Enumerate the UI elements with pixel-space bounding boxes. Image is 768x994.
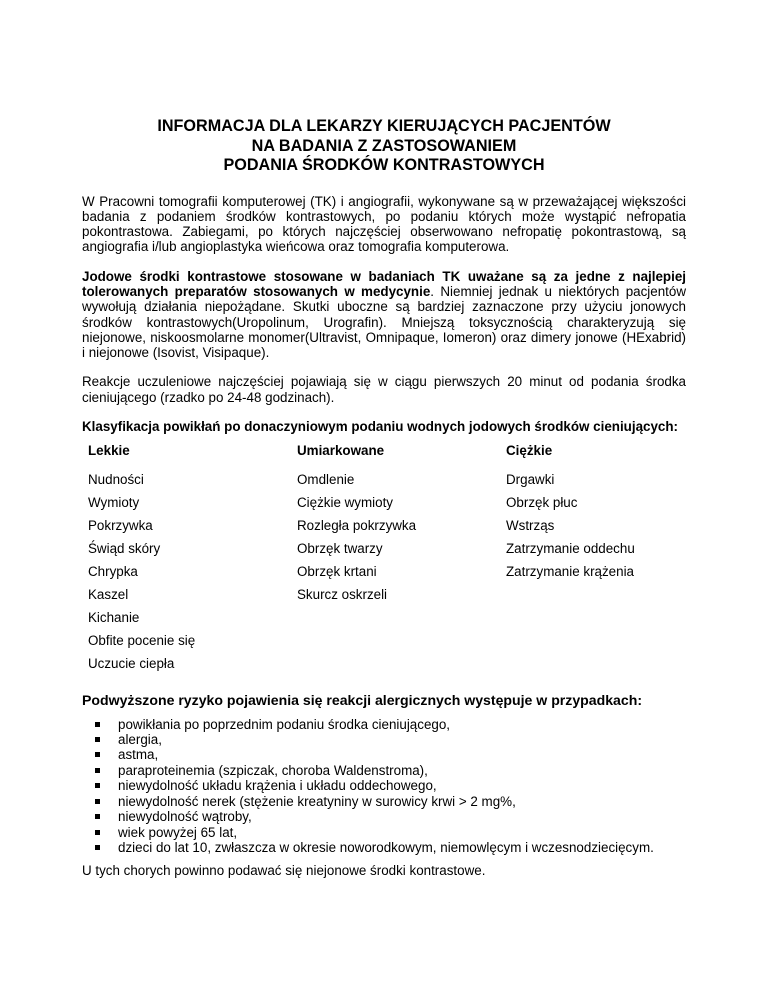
complications-header-row (88, 443, 635, 472)
intro-paragraph: W Pracowni tomografii komputerowej (TK) i angiografii, wykonywane są w przeważającej większości badania z podaniem środków kontrastowych, po podaniu których może wystąpić nefropatia pokontrastowa. Zabiegami, po których najczęściej obserwowano nefropatię pokontrastową, są angiografia i/lub angioplastyka wieńcowa oraz tomografia komputerowa. (82, 193, 686, 255)
complications-row (88, 587, 635, 610)
risk-item: dzieci do lat 10, zwłaszcza w okresie noworodkowym, niemowlęcym i wczesnodziecięcym. (82, 840, 686, 855)
moderate-cell (297, 633, 506, 656)
moderate-cell (297, 610, 506, 633)
title-line-3: PODANIA ŚRODKÓW KONTRASTOWYCH (223, 156, 545, 174)
severe-cell: Zatrzymanie oddechu (506, 541, 635, 557)
risk-item: niewydolność nerek (stężenie kreatyniny w surowicy krwi > 2 mg%, (82, 794, 686, 809)
header-moderate: Umiarkowane (297, 443, 385, 459)
complications-row (88, 541, 635, 564)
mild-cell: Chrypka (88, 564, 138, 580)
risk-item: astma, (82, 747, 686, 762)
complications-row (88, 518, 635, 541)
moderate-cell: Skurcz oskrzeli (297, 587, 388, 603)
complications-row (88, 564, 635, 587)
mild-cell: Nudności (88, 472, 144, 488)
mild-cell: Świąd skóry (88, 541, 161, 557)
severe-cell (506, 587, 635, 610)
complications-row (88, 472, 635, 495)
severe-cell (506, 633, 635, 656)
header-severe: Ciężkie (506, 443, 553, 459)
risk-item: powikłania po poprzednim podaniu środka cieniującego, (82, 717, 686, 732)
complications-row (88, 633, 635, 656)
severe-cell: Zatrzymanie krążenia (506, 564, 635, 580)
complications-row (88, 656, 635, 679)
risk-item: wiek powyżej 65 lat, (82, 825, 686, 840)
severe-cell: Wstrząs (506, 518, 555, 534)
risk-item: paraproteinemia (szpiczak, choroba Waldenstroma), (82, 763, 686, 778)
title-line-2: NA BADANIA Z ZASTOSOWANIEM (251, 136, 517, 155)
mild-cell: Wymioty (88, 495, 140, 511)
final-paragraph: U tych chorych powinno podawać się niejonowe środki kontrastowe. (82, 863, 486, 879)
moderate-cell: Rozległa pokrzywka (297, 518, 417, 534)
severe-cell: Obrzęk płuc (506, 495, 578, 511)
risk-item: niewydolność układu krążenia i układu oddechowego, (82, 778, 686, 793)
complications-row (88, 610, 635, 633)
moderate-cell: Obrzęk krtani (297, 564, 377, 580)
header-mild: Lekkie (88, 443, 130, 459)
complications-row (88, 495, 635, 518)
iodine-paragraph (82, 269, 686, 361)
mild-cell: Kichanie (88, 610, 140, 626)
severe-cell (506, 610, 635, 633)
mild-cell: Obfite pocenie się (88, 633, 196, 649)
classification-heading: Klasyfikacja powikłań po donaczyniowym podaniu wodnych jodowych środków cieniujących: (82, 419, 679, 435)
mild-cell: Pokrzywka (88, 518, 153, 534)
risk-item: niewydolność wątroby, (82, 809, 686, 824)
complications-table (88, 443, 635, 679)
mild-cell: Uczucie ciepła (88, 656, 175, 672)
document-title (82, 117, 686, 176)
risk-item: alergia, (82, 732, 686, 747)
moderate-cell: Obrzęk twarzy (297, 541, 383, 557)
iodine-rest-text: . Niemniej jednak u niektórych pacjentów wywołują działania niepożądane. Skutki uboczne są bardziej zaznaczone przy użyciu jonowych środków kontrastowych(Uropolinum, Urografin). Mniejszą toksycznością charakteryzują się niejonowe, niskoosmolarne monomer(Ultravist, Omnipaque, Iomeron) oraz dimery jonowe (HExabrid) i niejonowe (Isovist, Visipaque). (82, 283, 686, 361)
moderate-cell (297, 656, 506, 679)
severe-cell (506, 656, 635, 679)
moderate-cell: Ciężkie wymioty (297, 495, 393, 511)
iodine-bold-text: Jodowe środki kontrastowe stosowane w badaniach TK uważane są za jedne z najlepiej tolerowanych preparatów stosowanych w medycynie (82, 268, 686, 299)
risk-heading: Podwyższone ryzyko pojawienia się reakcji alergicznych występuje w przypadkach: (82, 692, 643, 709)
document-page (82, 117, 686, 893)
mild-cell: Kaszel (88, 587, 129, 603)
title-line-1: INFORMACJA DLA LEKARZY KIERUJĄCYCH PACJENTÓW (157, 117, 611, 135)
risk-list (82, 717, 686, 856)
reactions-paragraph: Reakcje uczuleniowe najczęściej pojawiają się w ciągu pierwszych 20 minut od podania środka cieniującego (rzadko po 24-48 godzinach). (82, 374, 686, 405)
severe-cell: Drgawki (506, 472, 555, 488)
moderate-cell: Omdlenie (297, 472, 355, 488)
